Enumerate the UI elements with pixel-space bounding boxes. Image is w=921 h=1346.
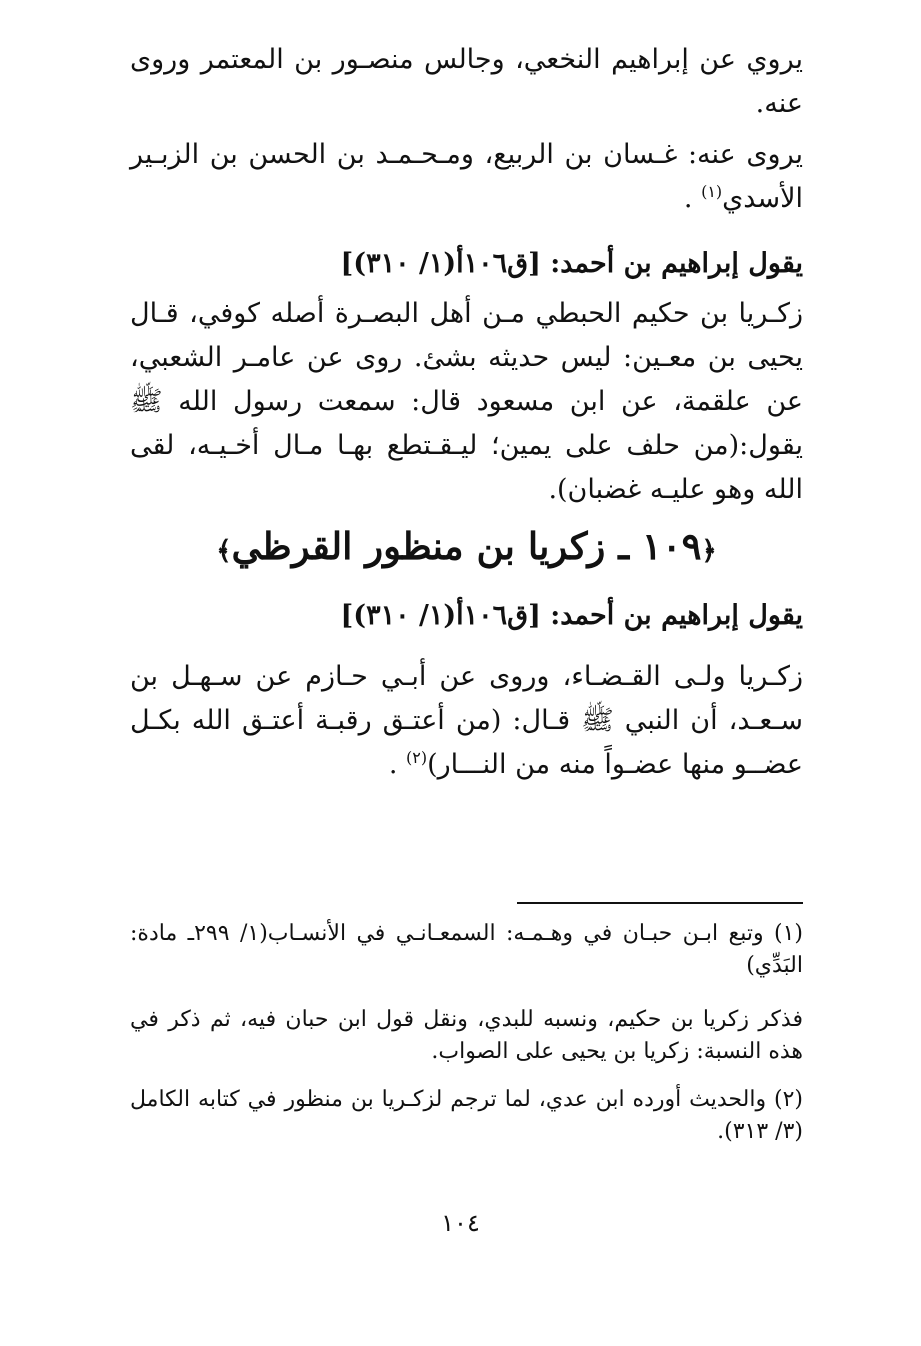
entry-title [130,518,803,579]
footnote-2: (٢) والحديث أورده ابن عدي، لما ترجم لزكـريا بن منظور في كتابه الكامل (٣/ ٣١٣). [130,1087,803,1144]
ornament-right-icon: ﴿ [701,536,717,566]
paragraph-2-text: يروى عنه: غـسان بن الربيع، ومـحـمـد بن الحسن بن الزبـير الأسدي [130,139,803,214]
entry-title-text: ١٠٩ ـ زكريا بن منظور القرظي [231,524,702,568]
footnote-1-continuation: فذكر زكريا بن حكيم، ونسبه للبدي، ونقل قول ابن حبان فيه، ثم ذكر في هذه النسبة: زكريا بن يحيى على الصواب. [130,1007,803,1064]
footnote-separator [517,902,803,904]
paragraph-3: زكـريا بن حكيم الحبطي مـن أهل البصـرة أصله كوفي، قـال يحيى بن معـين: ليس حديثه بشئ. روى عن عامـر الشعبي، عن علقمة، عن ابن مسعود قال: سمعت رسول الله ﷺ يقول:(من حلف على يمين؛ ليـقـتطع بهـا مـال أخـيـه، لقى الله وهو عليـه غضبان). [130,298,803,505]
footnote-ref-2: (٢) [406,748,428,767]
footnote-ref-1: (١) [701,182,723,201]
footnote-1: (١) وتبع ابـن حبـان في وهـمـه: السمعـانـي في الأنسـاب(١/ ٢٩٩ـ مادة: البَدِّي) [130,921,803,978]
paragraph-4-end: . [388,749,407,780]
source-heading-1: يقول إبراهيم بن أحمد: [ق١٠٦أ(١/ ٣١٠)] [340,248,803,279]
source-heading-2: يقول إبراهيم بن أحمد: [ق١٠٦أ(١/ ٣١٠)] [340,600,803,631]
ornament-left-icon: ﴾ [216,536,232,566]
paragraph-4-text: زكـريا ولـى القـضـاء، وروى عن أبـي حـازم عن سـهـل بن سـعـد، أن النبي ﷺ قـال: (من أعتـق رقبـة أعتـق الله بكـل عضــو منها عضـواً منه من النـــار) [130,661,803,780]
paragraph-2 [130,133,803,221]
page-number: ١٠٤ [441,1209,480,1237]
paragraph-4 [130,655,803,787]
paragraph-2-end: . [683,183,702,214]
paragraph-1: يروي عن إبراهيم النخعي، وجالس منصـور بن المعتمر وروى عنه. [130,44,803,119]
